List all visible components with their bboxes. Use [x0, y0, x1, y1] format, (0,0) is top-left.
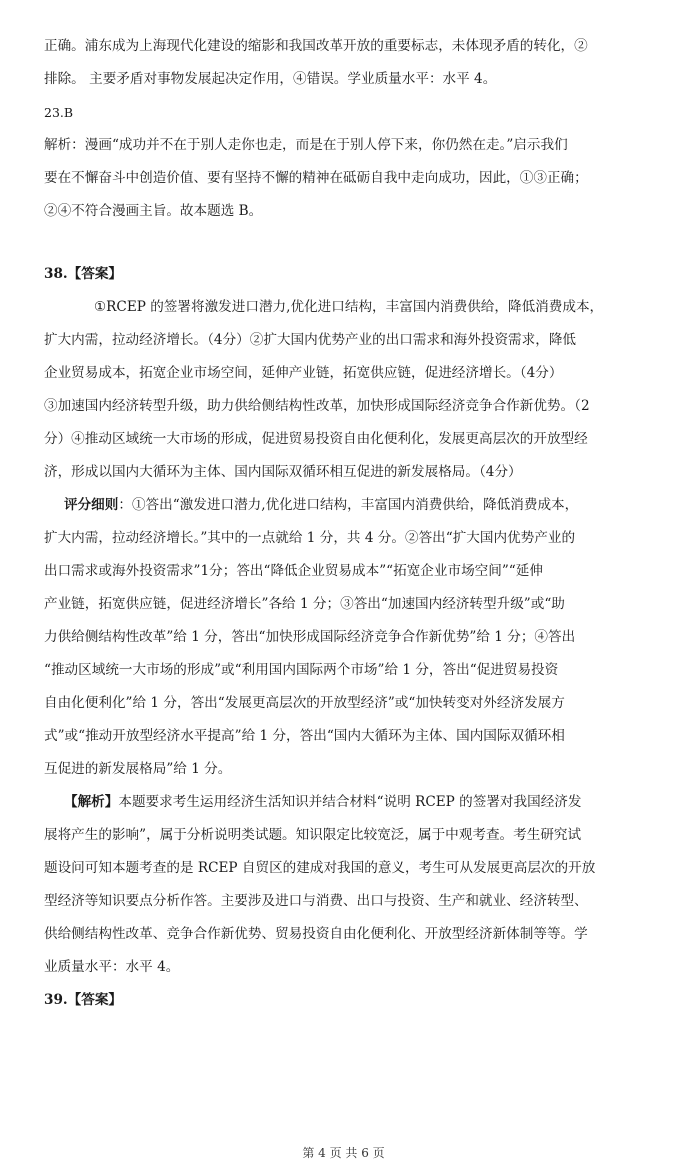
answer-heading: 38.【答案】: [44, 266, 123, 282]
analysis-line: 展将产生的影响”，属于分析说明类试题。知识限定比较宽泛，属于中观考查。考生研究试: [44, 827, 582, 843]
explanation-line: 解析：漫画“成功并不在于别人走你也走，而是在于别人停下来，你仍然在走。”启示我们: [44, 137, 568, 153]
analysis-line: 型经济等知识要点分析作答。主要涉及进口与消费、出口与投资、生产和就业、经济转型、: [44, 893, 588, 909]
answer-heading: 39.【答案】: [44, 992, 123, 1008]
rubric-line: “推动区域统一大市场的形成”或“利用国内国际两个市场”给 1 分，答出“促进贸易投资: [44, 662, 559, 678]
analysis-line: 供给侧结构性改革、竞争合作新优势、贸易投资自由化便利化、开放型经济新体制等等。学: [44, 926, 588, 942]
analysis-line: 业质量水平：水平 4。: [44, 959, 180, 975]
answer-block: [44, 291, 647, 489]
question-heading: [44, 258, 647, 291]
answer-line: ③加速国内经济转型升级，助力供给侧结构性改革，加快形成国际经济竞争合作新优势。（2: [44, 398, 590, 414]
answer-line: 分）④推动区域统一大市场的形成，促进贸易投资自由化便利化，发展更高层次的开放型经: [44, 431, 588, 447]
rubric-text: ：①答出“激发进口潜力,优化进口结构，丰富国内消费供给，降低消费成本，: [118, 497, 579, 513]
rubric-line: 产业链，拓宽供应链，促进经济增长”各给 1 分；③答出“加速国内经济转型升级”或“助: [44, 596, 565, 612]
paragraph-line: 排除。 主要矛盾对事物发展起决定作用，④错误。学业质量水平：水平 4。: [44, 71, 497, 87]
paragraph-line: 正确。浦东成为上海现代化建设的缩影和我国改革开放的重要标志，未体现矛盾的转化，②: [44, 38, 588, 54]
rubric-line: 互促进的新发展格局”给 1 分。: [44, 761, 232, 777]
rubric-line: [44, 489, 647, 522]
question-38: [44, 258, 647, 984]
answer-line: ①RCEP 的签署将激发进口潜力,优化进口结构，丰富国内消费供给，降低消费成本，: [94, 299, 604, 315]
answer-line: 扩大内需，拉动经济增长。（4分）②扩大国内优势产业的出口需求和海外投资需求，降低: [44, 332, 577, 348]
explanation-line: ②④不符合漫画主旨。故本题选 B。: [44, 203, 263, 219]
page-footer: 第 4 页 共 6 页: [302, 1146, 385, 1160]
answer-line: 企业贸易成本，拓宽企业市场空间，延伸产业链，拓宽供应链，促进经济增长。（4分）: [44, 365, 563, 381]
explanation-line: 要在不懈奋斗中创造价值、要有坚持不懈的精神在砥砺自我中走向成功，因此，①③正确；: [44, 170, 588, 186]
question-22-tail: [44, 30, 647, 96]
question-heading: [44, 984, 647, 1017]
analysis-text: 本题要求考生运用经济生活知识并结合材料“说明 RCEP 的签署对我国经济发: [118, 794, 582, 810]
rubric-line: 出口需求或海外投资需求”1分；答出“降低企业贸易成本”“拓宽企业市场空间”“延伸: [44, 563, 543, 579]
rubric-line: 扩大内需，拉动经济增长。”其中的一点就给 1 分，共 4 分。②答出“扩大国内优势产业的: [44, 530, 576, 546]
question-39: [44, 984, 647, 1017]
question-23: [44, 96, 647, 228]
rubric-line: 力供给侧结构性改革”给 1 分，答出“加快形成国际经济竞争合作新优势”给 1 分；④答出: [44, 629, 576, 645]
rubric-line: 自由化便利化”给 1 分，答出“发展更高层次的开放型经济”或“加快转变对外经济发展方: [44, 695, 565, 711]
section-spacer: [44, 228, 647, 258]
analysis-line: [44, 786, 647, 819]
question-number: 23.B: [44, 105, 74, 120]
answer-line: 济，形成以国内大循环为主体、国内国际双循环相互促进的新发展格局。（4分）: [44, 464, 522, 480]
rubric-label: 评分细则: [64, 497, 119, 513]
analysis-block: [44, 786, 647, 984]
analysis-label: 【解析】: [64, 794, 119, 810]
scoring-rubric: [44, 489, 647, 786]
rubric-line: 式”或“推动开放型经济水平提高”给 1 分，答出“国内大循环为主体、国内国际双循环相: [44, 728, 565, 744]
analysis-line: 题设问可知本题考查的是 RCEP 自贸区的建成对我国的意义，考生可从发展更高层次的开放: [44, 860, 596, 876]
